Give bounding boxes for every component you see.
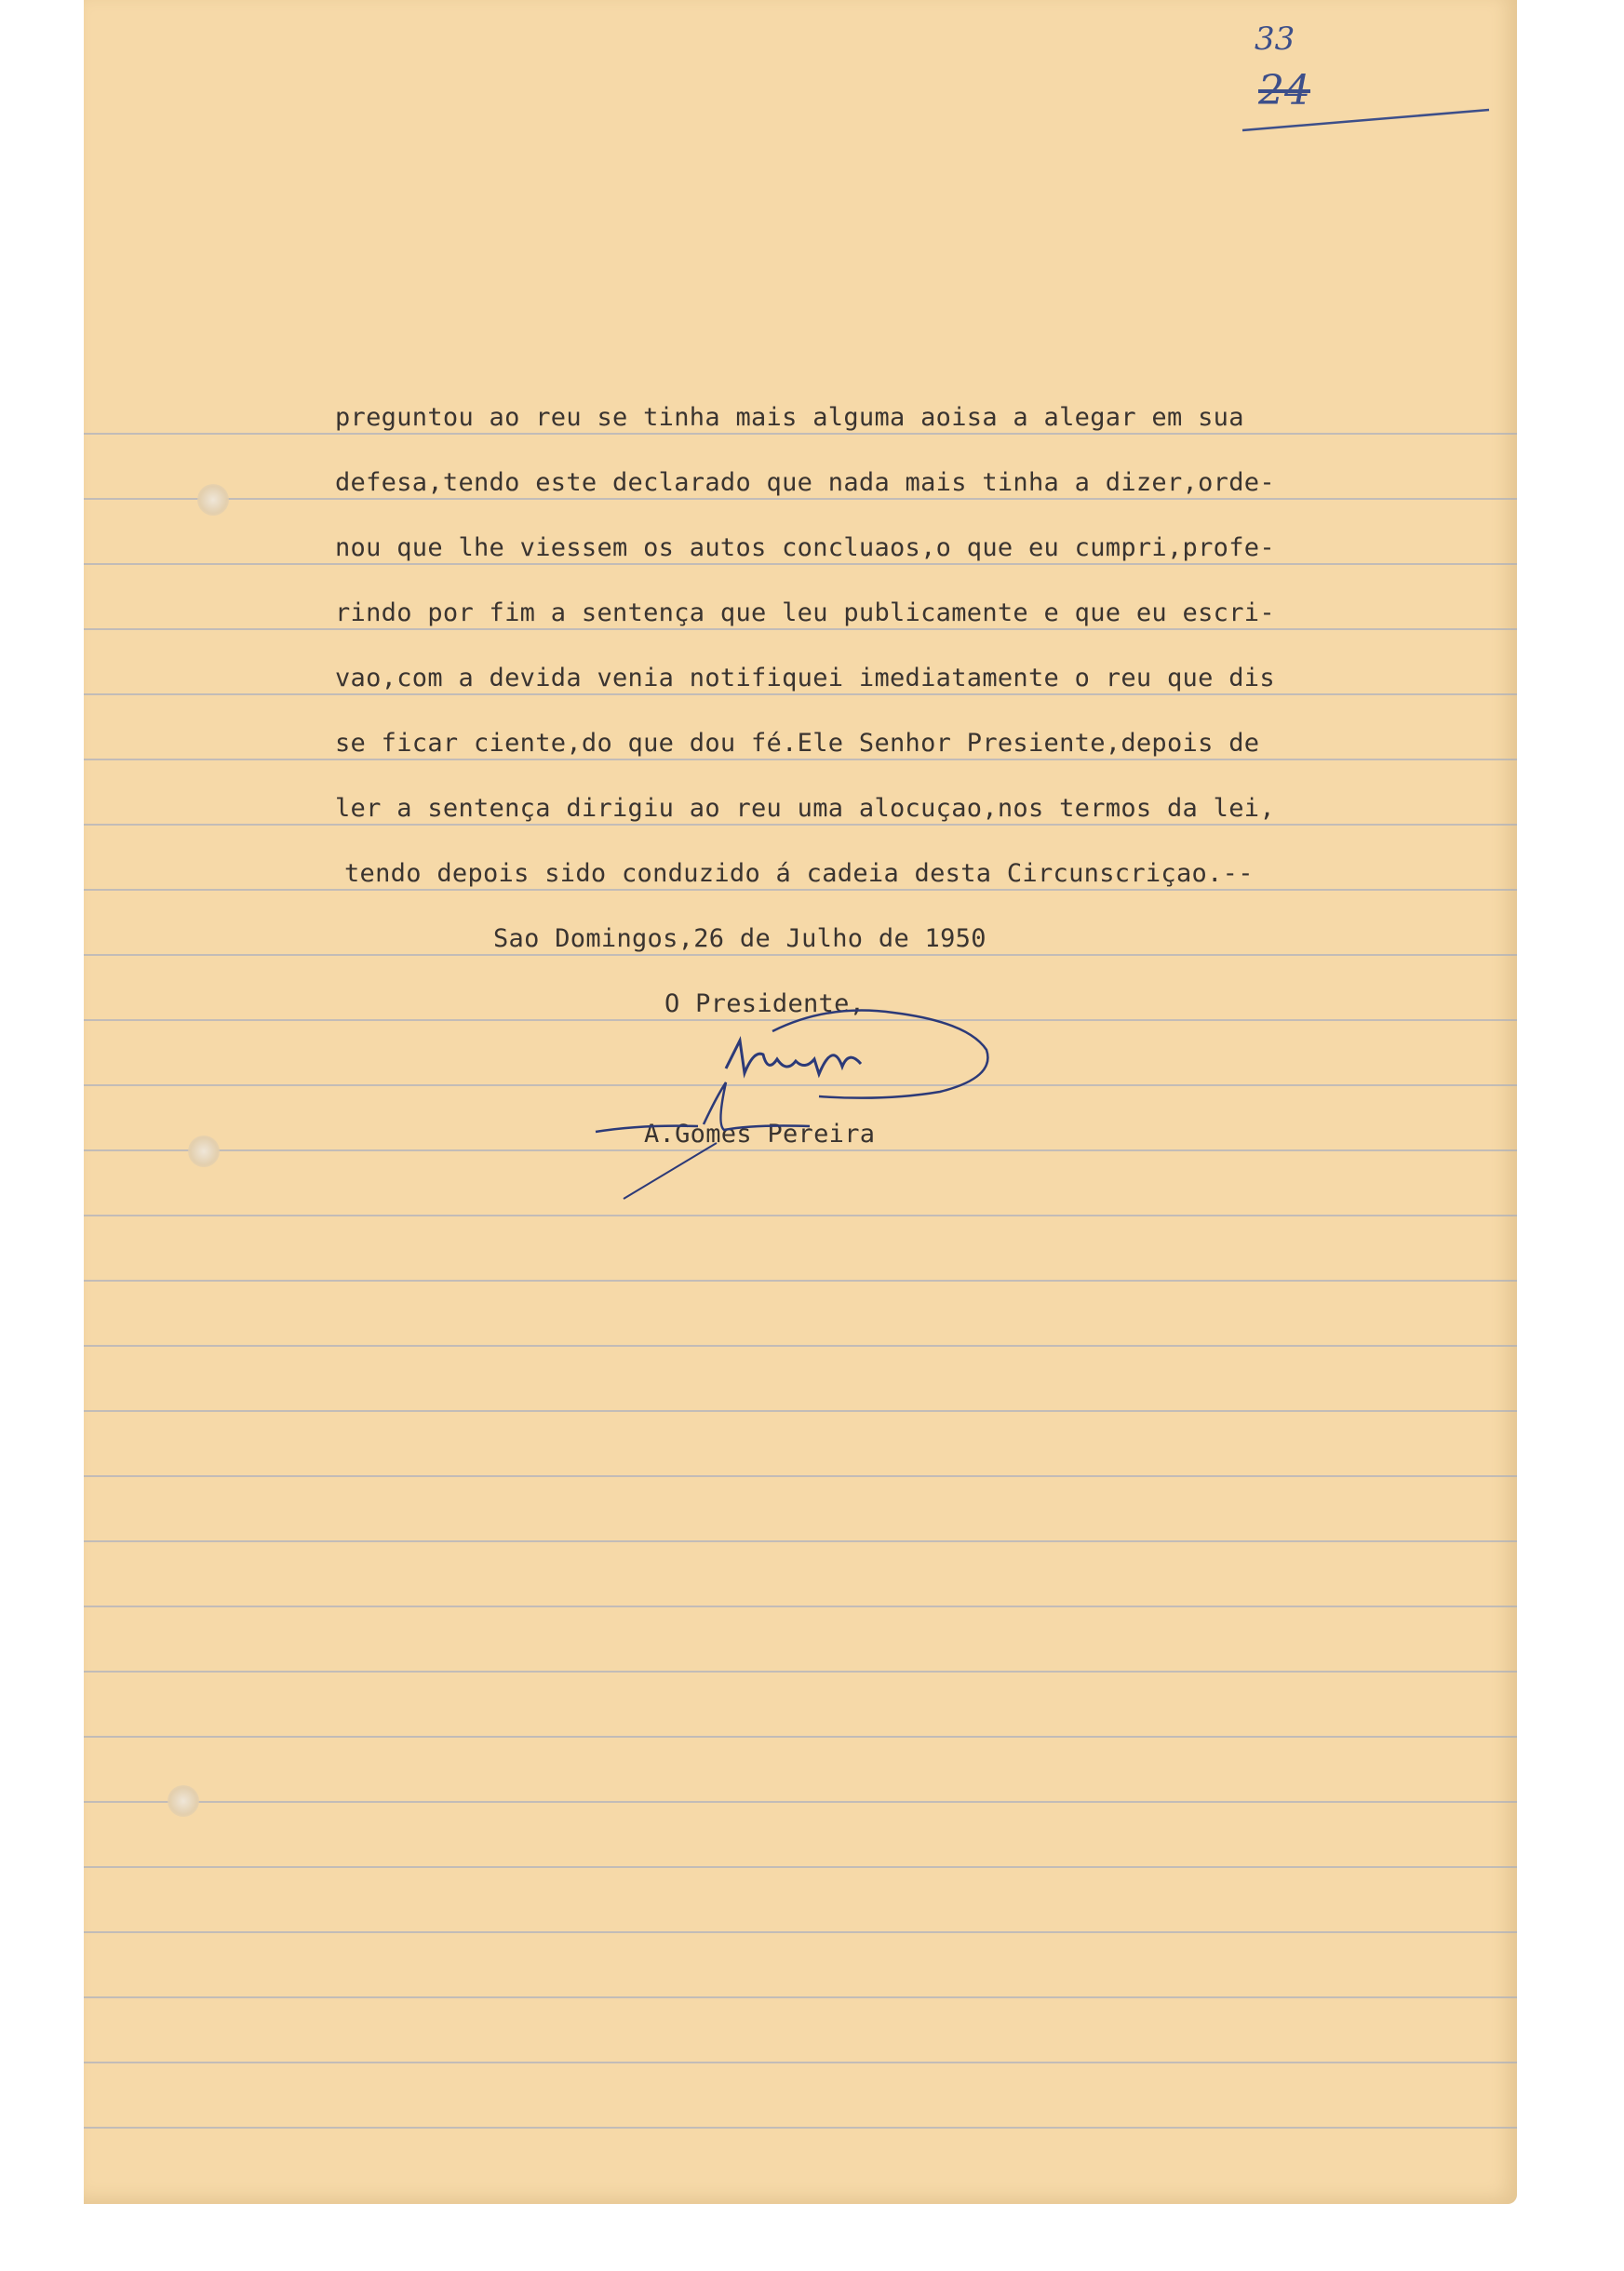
handwritten-signature	[586, 985, 1070, 1217]
body-line-6: se ficar ciente,do que dou fé.Ele Senhor Presiente,depois de	[335, 729, 1260, 758]
closing-line: O Presidente,	[664, 989, 866, 1018]
folio-number-bottom: 24	[1258, 67, 1310, 114]
body-line-1: preguntou ao reu se tinha mais alguma aoisa a alegar em sua	[335, 403, 1244, 432]
document-sheet	[84, 0, 1517, 2204]
date-line: Sao Domingos,26 de Julho de 1950	[493, 924, 986, 953]
body-line-4: rindo por fim a sentença que leu publicamente e que eu escri-	[335, 598, 1275, 627]
body-line-2: defesa,tendo este declarado que nada mais tinha a dizer,orde-	[335, 468, 1275, 497]
body-line-5: vao,com a devida venia notifiquei imediatamente o reu que dis	[335, 664, 1275, 692]
body-line-3: nou que lhe viessem os autos concluaos,o que eu cumpri,profe-	[335, 533, 1275, 562]
body-line-8: tendo depois sido conduzido á cadeia desta Circunscriçao.--	[344, 859, 1254, 888]
folio-number-top: 33	[1255, 20, 1295, 58]
signer-name: A.Gomes Pereira	[644, 1120, 876, 1149]
body-line-7: ler a sentença dirigiu ao reu uma alocuçao,nos termos da lei,	[335, 794, 1275, 823]
